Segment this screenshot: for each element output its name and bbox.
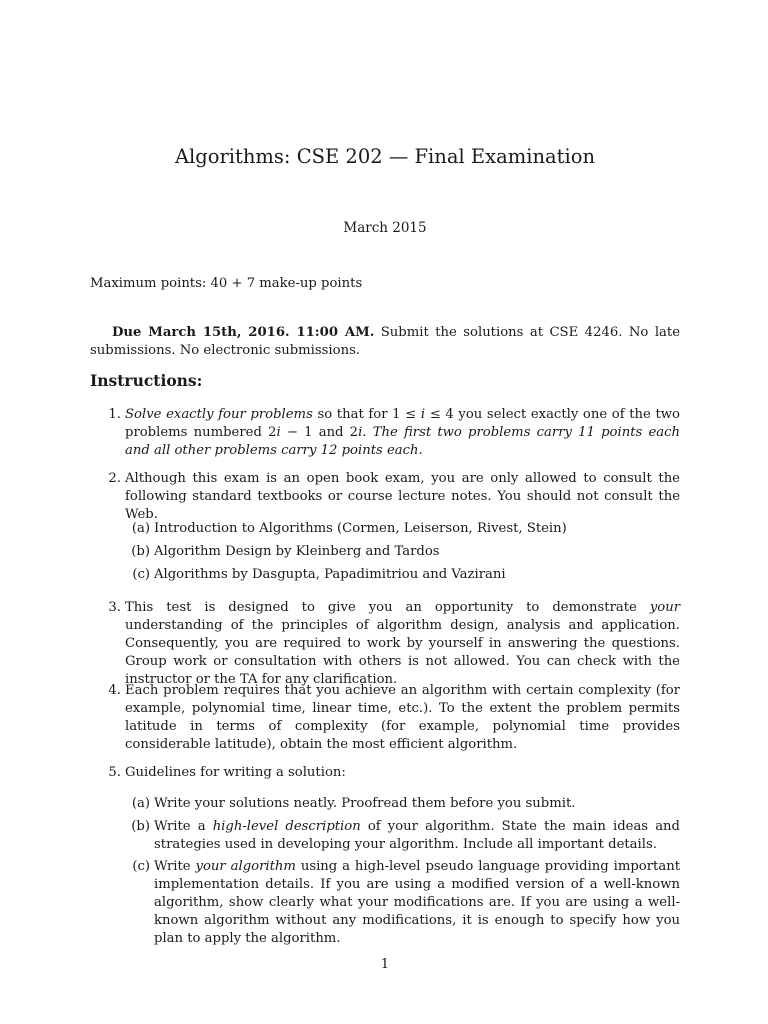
guideline-text: Write your solutions neatly. Proofread them before you submit. xyxy=(154,796,576,811)
item-1-points-note: The first two problems carry 11 points each and all other problems carry 12 points each. xyxy=(125,425,680,458)
guideline-item-b xyxy=(131,818,680,854)
item-2-text: Although this exam is an open book exam, you are only allowed to consult the following standard textbooks or course lecture notes. You should not consult the Web. xyxy=(125,471,680,522)
item-1-text: . xyxy=(362,425,373,440)
instruction-item-4 xyxy=(108,682,680,754)
guideline-text: using a high-level pseudo language providing important implementation details. If you are using a modified version of a well-known algorithm, show clearly what your modifications are. If you are using a well-known algorithm without any modifications, it is enough to specify how you plan to apply the algorithm. xyxy=(154,859,681,946)
textbook-item-a xyxy=(131,520,680,538)
instruction-item-1 xyxy=(108,406,680,460)
item-4-text: Each problem requires that you achieve an algorithm with certain complexity (for example, polynomial time, linear time, etc.). To the extent the problem permits latitude in terms of complexity (for example, polynomial time provides considerable latitude), obtain the most efficient algorithm. xyxy=(125,683,680,752)
textbook-item-b xyxy=(131,543,680,561)
instruction-item-5 xyxy=(108,764,680,782)
exam-page xyxy=(90,0,680,1024)
guideline-emphasis: high-level description xyxy=(212,819,361,834)
guideline-text: Write xyxy=(154,859,196,874)
item-number: 3. xyxy=(108,600,121,615)
item-number: 1. xyxy=(108,407,121,422)
item-1-text: ≤ 4 you select exactly one of the two problems numbered 2 xyxy=(125,407,680,440)
guideline-emphasis: your algorithm xyxy=(195,859,296,874)
item-3-emphasis: your xyxy=(649,600,680,615)
page-number: 1 xyxy=(380,957,390,972)
item-1-text: so that for 1 ≤ xyxy=(312,407,421,422)
sub-label: (a) xyxy=(131,796,150,811)
textbook-item-c xyxy=(132,566,680,584)
instruction-item-3 xyxy=(108,599,680,689)
exam-title: Algorithms: CSE 202 — Final Examination xyxy=(174,145,596,168)
textbook-name: Algorithm Design by Kleinberg and Tardos xyxy=(154,544,440,559)
sub-label: (b) xyxy=(131,544,150,559)
item-number: 2. xyxy=(108,471,121,486)
textbook-name: Algorithms by Dasgupta, Papadimitriou and Vazirani xyxy=(154,567,506,582)
due-date: Due March 15th, 2016. 11:00 AM. xyxy=(112,325,375,340)
instructions-heading: Instructions: xyxy=(90,371,203,390)
item-number: 5. xyxy=(108,765,121,780)
item-1-emphasis: Solve exactly four problems xyxy=(125,407,313,422)
math-var: i xyxy=(358,425,363,440)
textbook-name: Introduction to Algorithms (Cormen, Leiserson, Rivest, Stein) xyxy=(154,521,567,536)
math-var: i xyxy=(276,425,281,440)
exam-date: March 2015 xyxy=(343,220,427,236)
guideline-item-a xyxy=(131,795,680,813)
sub-label: (b) xyxy=(131,819,150,834)
item-3-text: understanding of the principles of algorithm design, analysis and application. Consequently, you are required to work by yourself in answering the questions. Group work or consultation with others is not allowed. You can check with the instructor or the TA for any clarification. xyxy=(125,618,680,687)
item-3-text: This test is designed to give you an opportunity to demonstrate xyxy=(125,600,650,615)
sub-label: (c) xyxy=(132,567,150,582)
instruction-item-2 xyxy=(108,470,680,524)
guideline-item-c xyxy=(132,858,681,948)
sub-label: (a) xyxy=(131,521,150,536)
item-number: 4. xyxy=(108,683,121,698)
item-5-text: Guidelines for writing a solution: xyxy=(125,765,346,780)
guideline-text: of your algorithm. State the main ideas and strategies used in developing your algorithm. Include all important details. xyxy=(154,819,680,852)
math-var: i xyxy=(420,407,426,422)
max-points: Maximum points: 40 + 7 make-up points xyxy=(90,276,363,291)
due-text: Submit the solutions at CSE 4246. No late submissions. No electronic submissions. xyxy=(90,325,680,358)
guideline-text: Write a xyxy=(154,819,213,834)
due-paragraph xyxy=(90,324,680,360)
item-1-text: − 1 and 2 xyxy=(280,425,359,440)
sub-label: (c) xyxy=(132,859,150,874)
